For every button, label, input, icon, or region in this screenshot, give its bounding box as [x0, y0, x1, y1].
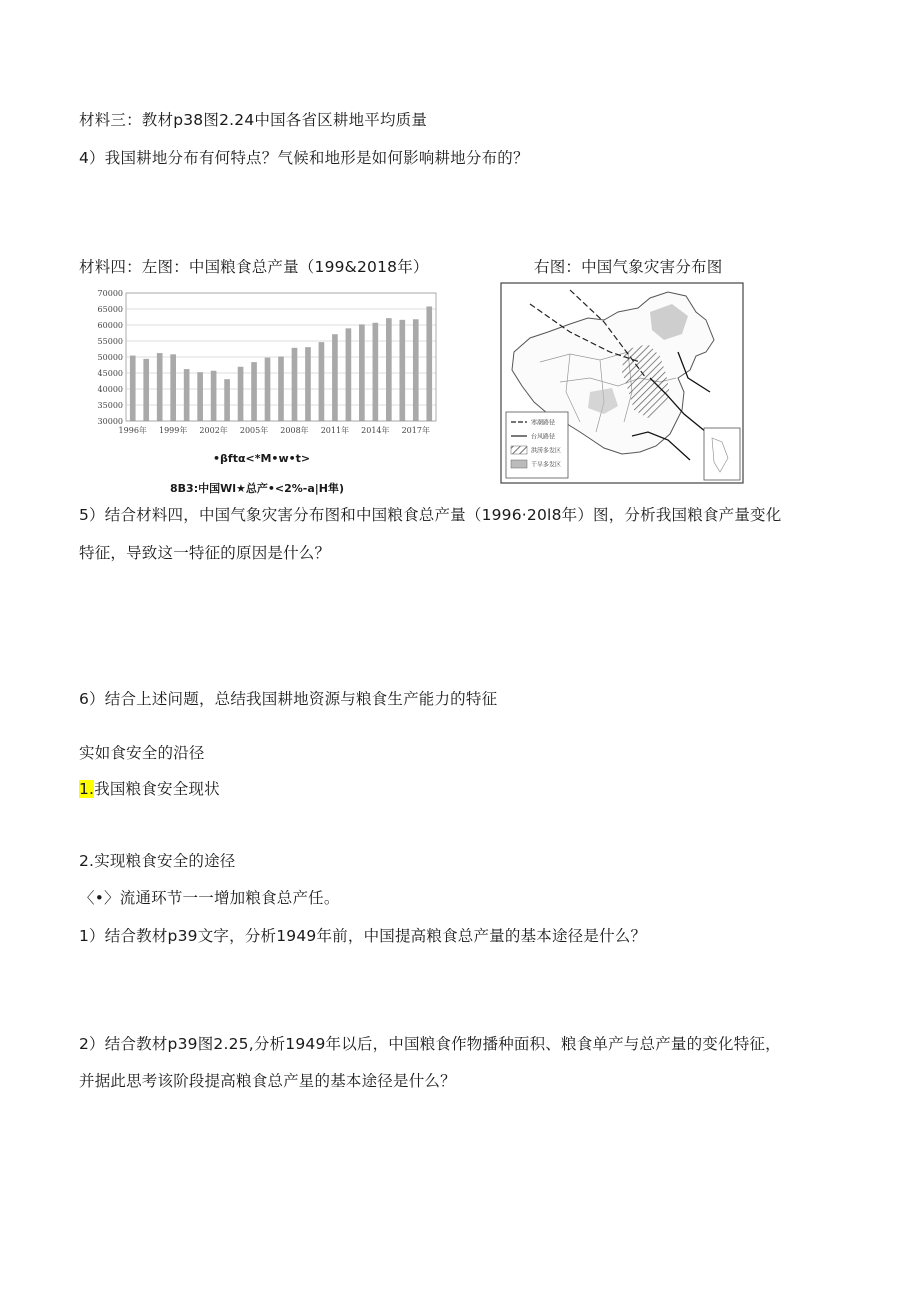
chart-bar-2017 — [413, 319, 419, 421]
chart-bar-2003 — [224, 379, 230, 421]
chart-y-tick-label: 30000 — [97, 417, 123, 426]
chart-y-tick-label: 35000 — [97, 401, 123, 410]
chart-bar-2004 — [238, 367, 244, 421]
chart-bar-2015 — [386, 318, 392, 421]
chart-y-tick-label: 60000 — [97, 321, 123, 330]
chart-caption-2: 8B3:中国Wl★总产•<2%-a|H隼) — [170, 482, 345, 495]
chart-y-tick-labels — [98, 289, 123, 426]
material4-left-title: 材料四：左图：中国粮食总产量（199&2018年） — [79, 258, 429, 276]
chart-bar-2005 — [251, 362, 257, 421]
chart-bar-2013 — [359, 324, 365, 421]
chart-x-tick-label: 2011年 — [320, 426, 350, 435]
chart-bar-2008 — [292, 348, 298, 421]
chart-bar-2007 — [278, 356, 284, 421]
question-6: 6）结合上述问题，总结我国耕地资源与粮食生产能力的特征 — [79, 690, 498, 708]
chart-x-tick-label: 1999年 — [158, 426, 188, 435]
chart-bars — [130, 306, 432, 421]
chart-y-tick-label: 65000 — [97, 305, 123, 314]
chart-bar-1997 — [143, 359, 149, 421]
chart-x-tick-label: 2005年 — [239, 426, 269, 435]
question-5-line1: 5）结合材料四，中国气象灾害分布图和中国粮食总产量（1996·20l8年）图，分析我国粮食产量变化 — [79, 506, 782, 524]
chart-x-tick-label: 2002年 — [199, 426, 228, 435]
chart-bar-2016 — [399, 320, 405, 421]
material4-right-title: 右图：中国气象灾害分布图 — [534, 258, 723, 276]
section-heading: 实如食安全的沿径 — [79, 744, 205, 762]
map-legend-label: 干旱多发区 — [531, 461, 562, 469]
chart-y-tick-label: 45000 — [97, 369, 123, 378]
chart-bar-2011 — [332, 334, 338, 421]
chart-y-tick-label: 50000 — [97, 353, 123, 362]
chart-caption-1: •βftα<*M•w•t> — [213, 452, 311, 465]
chart-bar-2002 — [211, 371, 217, 421]
chart-bar-2010 — [319, 342, 325, 421]
china-weather-disaster-map — [500, 282, 744, 484]
chart-bar-2006 — [265, 358, 271, 421]
item-2: 2.实现粮食安全的途径 — [79, 852, 236, 870]
map-legend-symbol — [511, 460, 527, 468]
sub-question-2-line1: 2）结合教材p39图2.25,分析1949年以后，中国粮食作物播种面积、粮食单产与总产量的变化特征， — [79, 1035, 781, 1053]
chart-x-tick-label: 2008年 — [280, 426, 309, 435]
chart-y-tick-label: 55000 — [97, 337, 123, 346]
chart-bar-1996 — [130, 356, 136, 421]
chart-y-tick-label: 40000 — [97, 385, 123, 394]
material3-text: 材料三：教材p38图2.24中国各省区耕地平均质量 — [79, 111, 428, 129]
chart-y-tick-label: 70000 — [97, 289, 123, 298]
item-1 — [79, 777, 220, 799]
chart-bar-2014 — [373, 323, 379, 421]
question-4: 4）我国耕地分布有何特点？气候和地形是如何影响耕地分布的？ — [79, 149, 529, 167]
south-china-sea-inset — [704, 428, 740, 480]
chart-bar-2001 — [197, 372, 203, 421]
chart-bar-2009 — [305, 347, 311, 421]
chart-bar-2018 — [426, 306, 432, 421]
item-1-text: 我国粮食安全现状 — [94, 780, 220, 798]
question-5-line2: 特征，导致这一特征的原因是什么？ — [79, 544, 331, 562]
chart-x-tick-labels — [119, 425, 430, 435]
subsection: 〈•〉流通环节一一增加粮食总产任。 — [79, 889, 340, 907]
map-legend-label: 台风路径 — [531, 433, 556, 441]
item-1-number: 1. — [79, 780, 95, 798]
sub-question-2-line2: 并据此思考该阶段提高粮食总产星的基本途径是什么？ — [79, 1072, 456, 1090]
sub-question-1: 1）结合教材p39文字，分析1949年前，中国提高粮食总产量的基本途径是什么？ — [79, 927, 647, 945]
chart-bar-2000 — [184, 369, 190, 421]
chart-bar-2012 — [346, 328, 352, 421]
chart-x-tick-label: 2014年 — [361, 426, 390, 435]
grain-output-bar-chart — [88, 286, 444, 444]
map-legend-label: 洪涝多发区 — [531, 447, 562, 455]
map-legend-label: 寒潮路径 — [531, 419, 556, 427]
chart-bar-1999 — [170, 354, 176, 421]
chart-x-tick-label: 1996年 — [118, 426, 147, 435]
chart-x-tick-label: 2017年 — [401, 426, 430, 435]
map-legend-symbol — [511, 446, 527, 454]
chart-bar-1998 — [157, 353, 163, 421]
